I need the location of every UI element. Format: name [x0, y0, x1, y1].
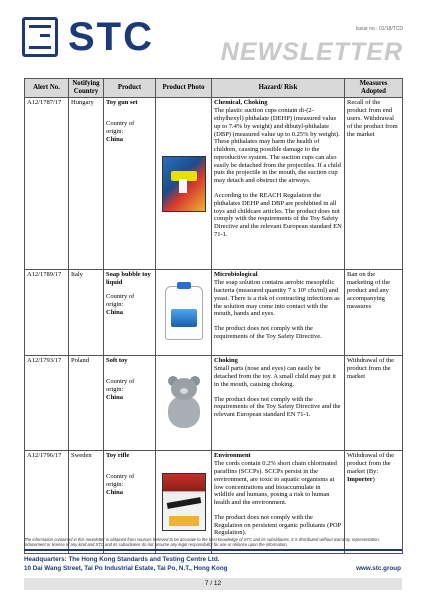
measures-cell: Withdrawal of the product from the market: [345, 356, 403, 451]
measures-importer: Importer: [347, 475, 373, 483]
table-row: [25, 270, 403, 356]
header-measures-adopted: Measures Adopted: [345, 79, 403, 98]
page-header: [0, 0, 425, 76]
header-product: Product: [104, 79, 156, 98]
header-alert-no: Alert No.: [25, 79, 69, 98]
logo-text: STC: [68, 15, 154, 59]
product-name: Soft toy: [106, 357, 128, 365]
disclaimer: The information contained in this newsletter is obtained from sources believed to be accurate to the best knowledge of STC and its subsidiaries. It is distributed without warranty, representation, inducement or license of any kind and STC and its subsidiaries do not assume any legal responsibility for use or reliance upon the information.: [24, 537, 380, 548]
product-name: Toy gun set: [106, 99, 138, 107]
product-cell: [104, 270, 156, 356]
product-name: Soap bubble toy liquid: [106, 271, 151, 287]
hazard-cell: [212, 270, 345, 356]
hazard-description: The plastic suction cups contain di-(2-ethylhexyl) phthalate (DEHP) (measured value up to 7.4% by weight) and dibutyl-phthalate (DBP) (measured value up to 0.25% by weight). These phthalates may harm the health of children, causing possible damage to the reproductive system. The suction cups can also easily be detached from the projectiles. If a child puts the projectile in the mouth, the suction cup may detach and obstruct the airways.: [214, 107, 341, 185]
hazard-compliance: The product does not comply with the requirements of the Toy Safety Directive.: [214, 325, 322, 340]
photo-cell: [156, 356, 212, 451]
photo-cell: [156, 270, 212, 356]
hazard-compliance: The product does not comply with the requirements of the Toy Safety Directive and the relevant European standard EN 71-1.: [214, 395, 341, 419]
hazard-compliance: According to the REACH Regulation the phthalates DEHP and DBP are prohibited in all toys and childcare articles. The product does not comply with the requirements of the Toy Safety Directive and the relevant European standard EN 71-1.: [214, 192, 342, 239]
issue-number: Issue no.: 01/18/TCD: [355, 26, 403, 32]
country-cell: Hungary: [69, 98, 104, 270]
footer-divider: [24, 549, 402, 551]
origin-value: China: [106, 393, 123, 401]
product-name: Toy rifle: [106, 452, 130, 460]
hazard-title: Microbiological: [214, 271, 258, 279]
hazard-cell: [212, 98, 345, 270]
soft-toy-bear-photo: [161, 376, 207, 430]
country-cell: Sweden: [69, 451, 104, 554]
table-header-row: [25, 79, 403, 98]
alert-no-cell: A12/1787/17: [25, 98, 69, 270]
origin-label: Country of origin:: [106, 378, 135, 393]
origin-value: China: [106, 488, 123, 496]
toy-rifle-photo: [162, 473, 206, 531]
headquarters-address: 10 Dai Wang Street, Tai Po Industrial Estate, Tai Po, N.T., Hong Kong: [24, 565, 228, 572]
toy-gun-set-photo: [162, 156, 206, 212]
country-cell: Poland: [69, 356, 104, 451]
measures-cell: Recall of the product from end users. Withdrawal of the product from the market: [345, 98, 403, 270]
photo-cell: [156, 98, 212, 270]
hazard-title: Environment: [214, 452, 251, 460]
hazard-description: Small parts (nose and eyes) can easily be detached from the toy. A small child may put it in the mouth, causing choking.: [214, 365, 336, 388]
measures-cell: Ban on the marketing of the product and any accompanying measures: [345, 270, 403, 356]
origin-label: Country of origin:: [106, 473, 135, 488]
hazard-title: Choking: [214, 357, 238, 365]
product-cell: [104, 98, 156, 270]
hazard-compliance: The product does not comply with the Regulation on persistent organic pollutants (POP Regulation).: [214, 513, 341, 537]
alert-no-cell: A12/1793/17: [25, 356, 69, 451]
headquarters-name: Headquarters: The Hong Kong Standards and Testing Centre Ltd.: [24, 556, 220, 563]
origin-value: China: [106, 308, 123, 316]
hazard-description: The cords contain 0.2% short chain chlorinated paraffins (SCCPs). SCCPs persist in the environment, are toxic to aquatic organisms at low concentrations and bioaccumulate in wildlife and humans, posing a risk to human health and the environment.: [214, 460, 337, 507]
table-row: [25, 98, 403, 270]
header-hazard-risk: Hazard/ Risk: [212, 79, 345, 98]
measures-suffix: ): [372, 475, 375, 483]
alert-table: [24, 78, 403, 554]
country-cell: Italy: [69, 270, 104, 356]
header-notifying-country: Notifying Country: [69, 79, 104, 98]
origin-label: Country of origin:: [106, 120, 135, 135]
origin-value: China: [106, 135, 123, 143]
newsletter-title: NEWSLETTER: [220, 38, 403, 66]
hazard-cell: [212, 356, 345, 451]
alert-no-cell: A12/1789/17: [25, 270, 69, 356]
origin-label: Country of origin:: [106, 292, 135, 308]
page-number: 7 / 12: [24, 578, 402, 590]
hazard-description: The soap solution contains aerobic mesophilic bacteria (measured quantity 7 x 10⁵ cfu/ml) and yeast. There is a risk of contracting infections as the solution may come into contact with the mouth, hands and eyes.: [214, 279, 340, 318]
table-row: [25, 356, 403, 451]
header-product-photo: Product Photo: [156, 79, 212, 98]
soap-bubble-liquid-photo: [165, 286, 203, 340]
stc-logo-mark-icon: [22, 17, 58, 57]
stc-logo: [22, 17, 182, 61]
website-link[interactable]: www.stc.group: [356, 565, 401, 572]
hazard-title: Chemical, Choking: [214, 99, 268, 107]
product-cell: [104, 356, 156, 451]
alert-no-cell: A12/1796/17: [25, 451, 69, 554]
measures-text: Withdrawal of the product from the market (By:: [347, 452, 395, 475]
